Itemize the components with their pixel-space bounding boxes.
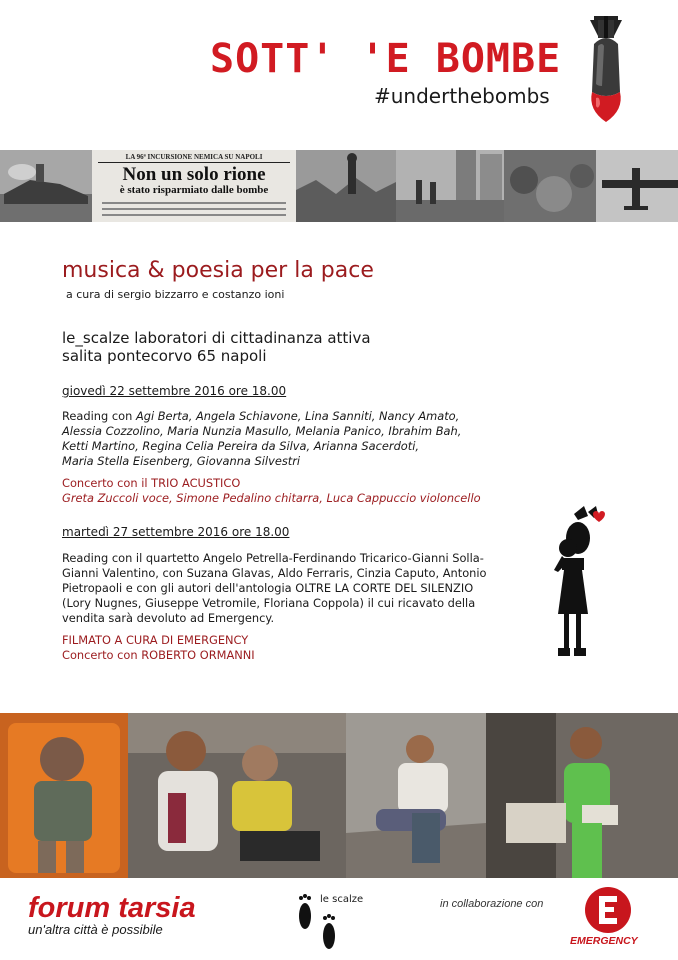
- hashtag: #underthebombs: [374, 84, 550, 108]
- event-curators: a cura di sergio bizzarro e costanzo ioni: [66, 288, 285, 301]
- film-and-concert-day-2: [62, 633, 255, 663]
- newspaper-headline: Non un solo rione: [98, 162, 290, 186]
- venue-address: salita pontecorvo 65 napoli: [62, 347, 267, 365]
- war-photo-ruins: [504, 150, 596, 222]
- girl-with-bomb-icon: [548, 504, 608, 668]
- reading-list-day-1: [62, 409, 461, 469]
- photo-girl-books: [486, 713, 678, 878]
- emergency-logo-icon: [583, 885, 633, 935]
- forum-tarsia-tagline: un'altra città è possibile: [28, 922, 163, 937]
- newspaper-text-line: [102, 202, 286, 204]
- reading-line: Maria Stella Eisenberg, Giovanna Silvestri: [62, 454, 301, 468]
- reading-line: Gianni Valentino, con Suzana Glavas, Aldo Ferraris, Cinzia Caputo, Antonio: [62, 566, 487, 580]
- poster-title: SOTT' 'E BOMBE: [210, 36, 562, 82]
- newspaper-header: LA 96ª INCURSIONE NEMICA SU NAPOLI: [125, 153, 263, 161]
- war-photo-bomber: [596, 150, 678, 222]
- photo-rescuer-child: [346, 713, 486, 878]
- reading-list-day-2: [62, 551, 487, 626]
- newspaper-clipping: [92, 150, 296, 222]
- forum-tarsia-logo: forum tarsia: [28, 892, 196, 924]
- war-photo-rubble: [296, 150, 396, 222]
- newspaper-subheadline: è stato risparmiato dalle bombe: [119, 184, 269, 196]
- reading-line: Ketti Martino, Regina Celia Pereira da Silva, Arianna Sacerdoti,: [62, 439, 420, 453]
- emergency-label: EMERGENCY: [570, 935, 638, 947]
- bomb-icon: [580, 14, 632, 126]
- newspaper-text-line: [102, 214, 286, 216]
- reading-line: Reading con il quartetto Angelo Petrella-Ferdinando Tricarico-Gianni Solla-: [62, 551, 484, 565]
- reading-line: Alessia Cozzolino, Maria Nunzia Masullo, Melania Panico, Ibrahim Bah,: [62, 424, 462, 438]
- photo-injured-women: [128, 713, 346, 878]
- date-day-1: giovedì 22 settembre 2016 ore 18.00: [62, 384, 287, 398]
- reading-line: Agi Berta, Angela Schiavone, Lina Sanniti, Nancy Amato,: [135, 409, 460, 423]
- concert-members: Greta Zuccoli voce, Simone Pedalino chitarra, Luca Cappuccio violoncello: [62, 491, 481, 505]
- concert-credit: Concerto con ROBERTO ORMANNI: [62, 648, 255, 662]
- collaboration-text: in collaborazione con: [440, 898, 544, 910]
- concert-label: Concerto con il TRIO ACUSTICO: [62, 476, 241, 490]
- date-day-2: martedì 27 settembre 2016 ore 18.00: [62, 525, 290, 539]
- war-photo-street: [396, 150, 504, 222]
- archive-photo-strip: [0, 150, 678, 222]
- reading-line: vendita sarà devoluto ad Emergency.: [62, 611, 275, 625]
- event-headline: musica & poesia per la pace: [62, 258, 374, 283]
- le-scalze-label: le scalze: [320, 894, 364, 905]
- venue-name: le_scalze laboratori di cittadinanza attiva: [62, 329, 371, 347]
- reading-prefix: Reading con: [62, 409, 136, 423]
- reading-line: (Lory Nugnes, Giuseppe Vetromile, Floriana Coppola) il cui ricavato della: [62, 596, 476, 610]
- reading-line: Pietropaoli e con gli autori dell'antologia OLTRE LA CORTE DEL SILENZIO: [62, 581, 474, 595]
- conflict-photo-strip: [0, 713, 678, 878]
- film-credit: FILMATO A CURA DI EMERGENCY: [62, 633, 249, 647]
- newspaper-text-line: [102, 208, 286, 210]
- photo-child-ambulance: [0, 713, 128, 878]
- war-photo-ship: [0, 150, 92, 222]
- concert-day-1: [62, 476, 481, 506]
